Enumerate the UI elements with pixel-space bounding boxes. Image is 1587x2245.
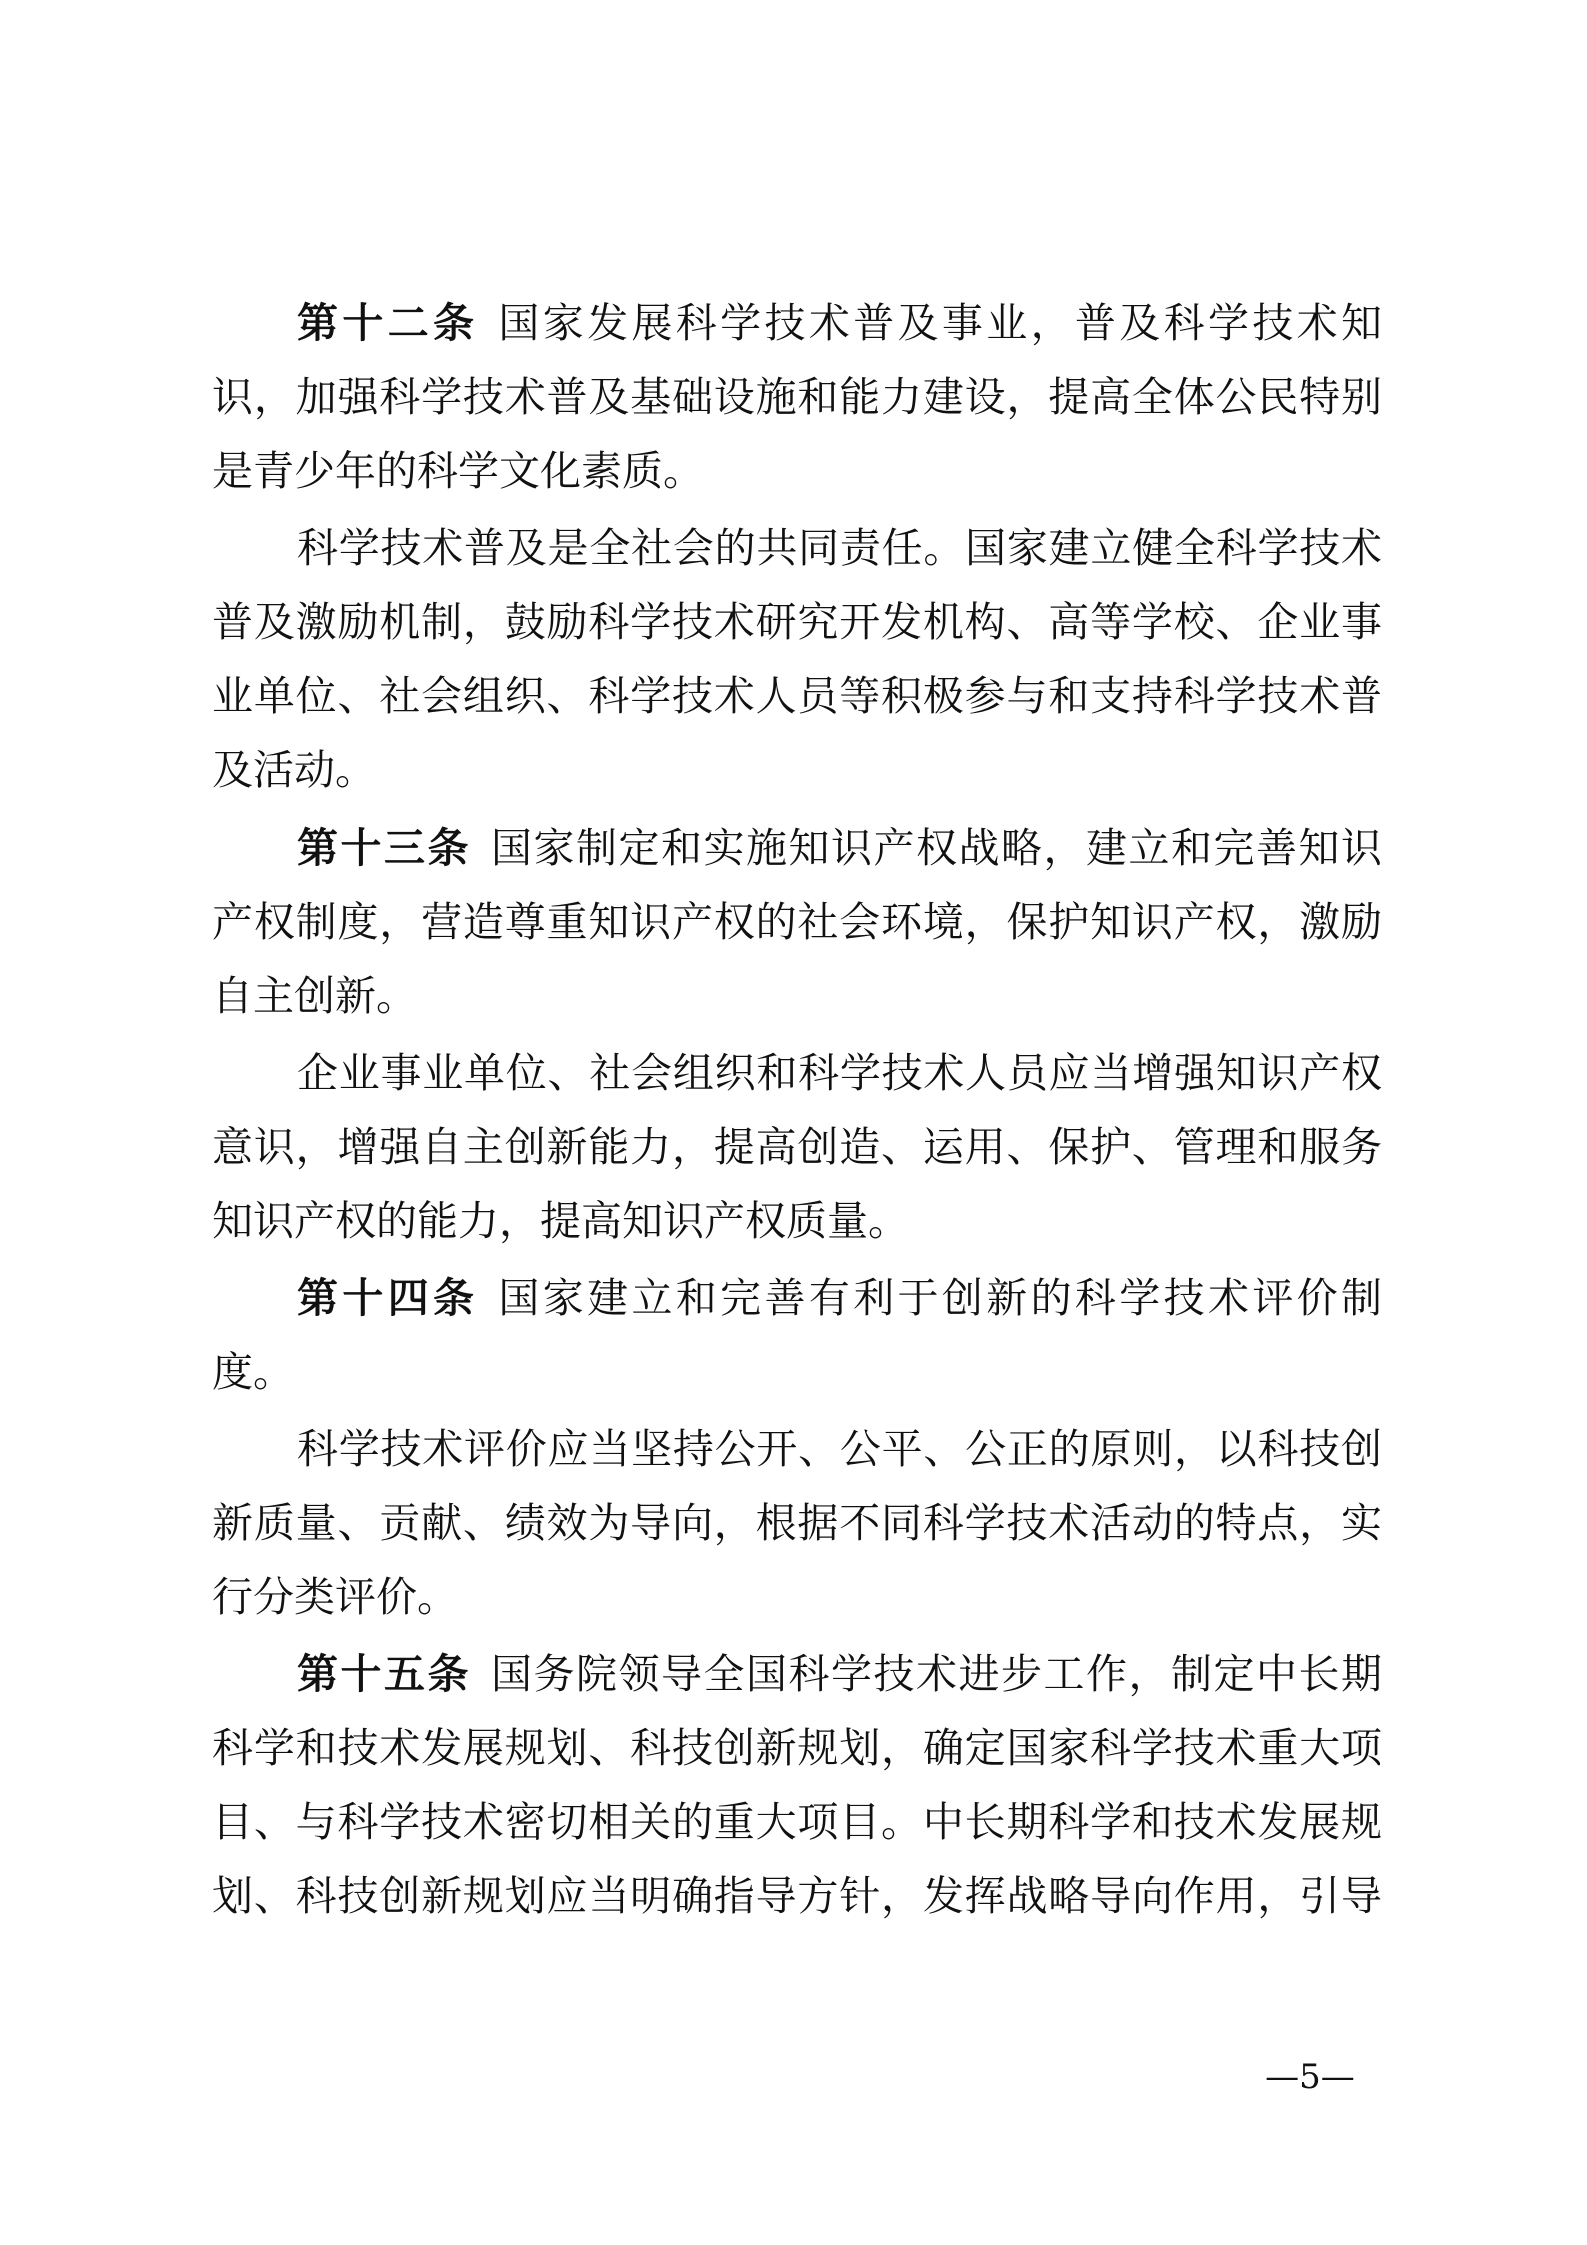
text-line: 科学和技术发展规划、科技创新规划，确定国家科学技术重大项: [212, 1724, 1382, 1772]
text-line: 新质量、贡献、绩效为导向，根据不同科学技术活动的特点，实: [212, 1499, 1382, 1547]
text-line: 科学技术普及是全社会的共同责任。国家建立健全科学技术: [297, 524, 1382, 572]
text-line: 意识，增强自主创新能力，提高创造、运用、保护、管理和服务: [212, 1123, 1382, 1171]
text-line: 自主创新。: [212, 972, 417, 1020]
text-line: 知识产权的能力，提高知识产权质量。: [212, 1197, 909, 1245]
line-text: 国家发展科学技术普及事业，普及科学技术知: [498, 299, 1382, 347]
article-heading: 第十三条: [297, 824, 471, 872]
text-line: 业单位、社会组织、科学技术人员等积极参与和支持科学技术普: [212, 672, 1382, 720]
text-line: [212, 1644, 1382, 1704]
text-line: [212, 293, 1382, 353]
text-line: 及活动。: [212, 746, 376, 794]
text-line: 划、科技创新规划应当明确指导方针，发挥战略导向作用，引导: [212, 1872, 1382, 1920]
text-line: 产权制度，营造尊重知识产权的社会环境，保护知识产权，激励: [212, 898, 1382, 946]
text-line: 行分类评价。: [212, 1573, 458, 1621]
line-text: 国家制定和实施知识产权战略，建立和完善知识: [491, 824, 1382, 872]
article-heading: 第十四条: [297, 1274, 479, 1322]
text-line: [212, 818, 1382, 878]
text-line: 目、与科学技术密切相关的重大项目。中长期科学和技术发展规: [212, 1798, 1382, 1846]
text-line: 识，加强科学技术普及基础设施和能力建设，提高全体公民特别: [212, 373, 1382, 421]
text-line: 普及激励机制，鼓励科学技术研究开发机构、高等学校、企业事: [212, 598, 1382, 646]
text-line: 企业事业单位、社会组织和科学技术人员应当增强知识产权: [297, 1049, 1382, 1097]
page-number: —5—: [1265, 2057, 1355, 2097]
article-heading: 第十五条: [297, 1650, 471, 1698]
text-line: 科学技术评价应当坚持公开、公平、公正的原则，以科技创: [297, 1425, 1382, 1473]
article-heading: 第十二条: [297, 299, 479, 347]
text-line: 是青少年的科学文化素质。: [212, 447, 704, 495]
text-line: [212, 1268, 1382, 1328]
line-text: 国家建立和完善有利于创新的科学技术评价制: [498, 1274, 1382, 1322]
line-text: 国务院领导全国科学技术进步工作，制定中长期: [491, 1650, 1382, 1698]
text-line: 度。: [212, 1348, 294, 1396]
